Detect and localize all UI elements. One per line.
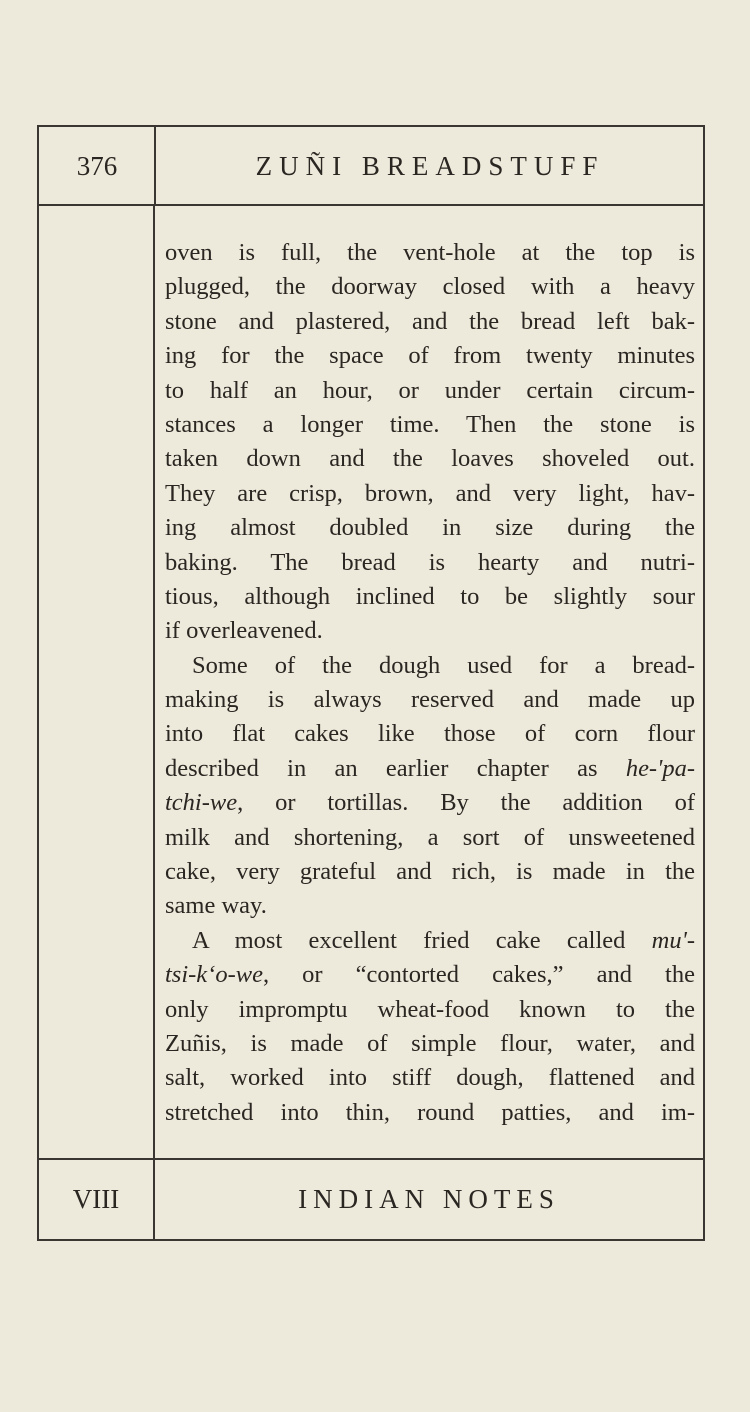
body-text <box>165 236 695 1130</box>
text-line: oven is full, the vent-hole at the top is <box>165 239 695 266</box>
text-line: baking. The bread is hearty and nutri- <box>165 548 695 576</box>
text-line: stances a longer time. Then the stone is <box>165 410 695 438</box>
text-line: to half an hour, or under certain circum- <box>165 376 695 404</box>
section-number: VIII <box>72 1183 120 1214</box>
italic-term: tsi-k‘o-we <box>165 961 263 989</box>
text-line: milk and shortening, a sort of unsweetened <box>165 823 695 851</box>
text-line: taken down and the loaves shoveled out. <box>165 445 695 473</box>
text-line: making is always reserved and made up <box>165 686 695 714</box>
text-line: plugged, the doorway closed with a heavy <box>165 273 695 301</box>
text-line <box>165 924 695 958</box>
text-run: , or “contorted cakes,” and the <box>262 961 695 989</box>
running-head: ZUÑI BREADSTUFF <box>255 150 605 181</box>
text-line: only impromptu wheat-food known to the <box>165 995 695 1023</box>
text-line: Some of the dough used for a bread- <box>192 651 695 679</box>
text-line <box>165 752 695 786</box>
footer-title: INDIAN NOTES <box>298 1183 560 1214</box>
text-line: stretched into thin, round patties, and im- <box>165 1098 695 1126</box>
text-run: A most excellent fried cake called <box>192 926 652 954</box>
text-line: stone and plastered, and the bread left bak- <box>165 307 695 335</box>
page-number: 376 <box>76 150 118 181</box>
text-run: , or tortillas. By the addition of <box>237 789 695 817</box>
text-line: ing for the space of from twenty minutes <box>165 342 695 370</box>
text-line: same way. <box>165 892 267 920</box>
text-line: into flat cakes like those of corn flour <box>165 720 695 748</box>
text-line: Zuñis, is made of simple flour, water, and <box>165 1029 695 1057</box>
margin-column-rule <box>153 205 155 1240</box>
text-line: salt, worked into stiff dough, flattened and <box>165 1064 695 1092</box>
text-line: They are crisp, brown, and very light, hav- <box>165 479 695 507</box>
text-line: ing almost doubled in size during the <box>165 514 695 542</box>
text-line <box>165 786 695 820</box>
text-line: tious, although inclined to be slightly sour <box>165 582 695 610</box>
italic-term: mu'- <box>651 926 695 954</box>
text-run: described in an earlier chapter as <box>165 754 626 782</box>
text-line: cake, very grateful and rich, is made in the <box>165 858 695 886</box>
text-line <box>165 958 695 992</box>
italic-term: he-'pa- <box>625 754 695 782</box>
text-line: if overleavened. <box>165 617 323 645</box>
italic-term: tchi-we <box>165 789 238 817</box>
